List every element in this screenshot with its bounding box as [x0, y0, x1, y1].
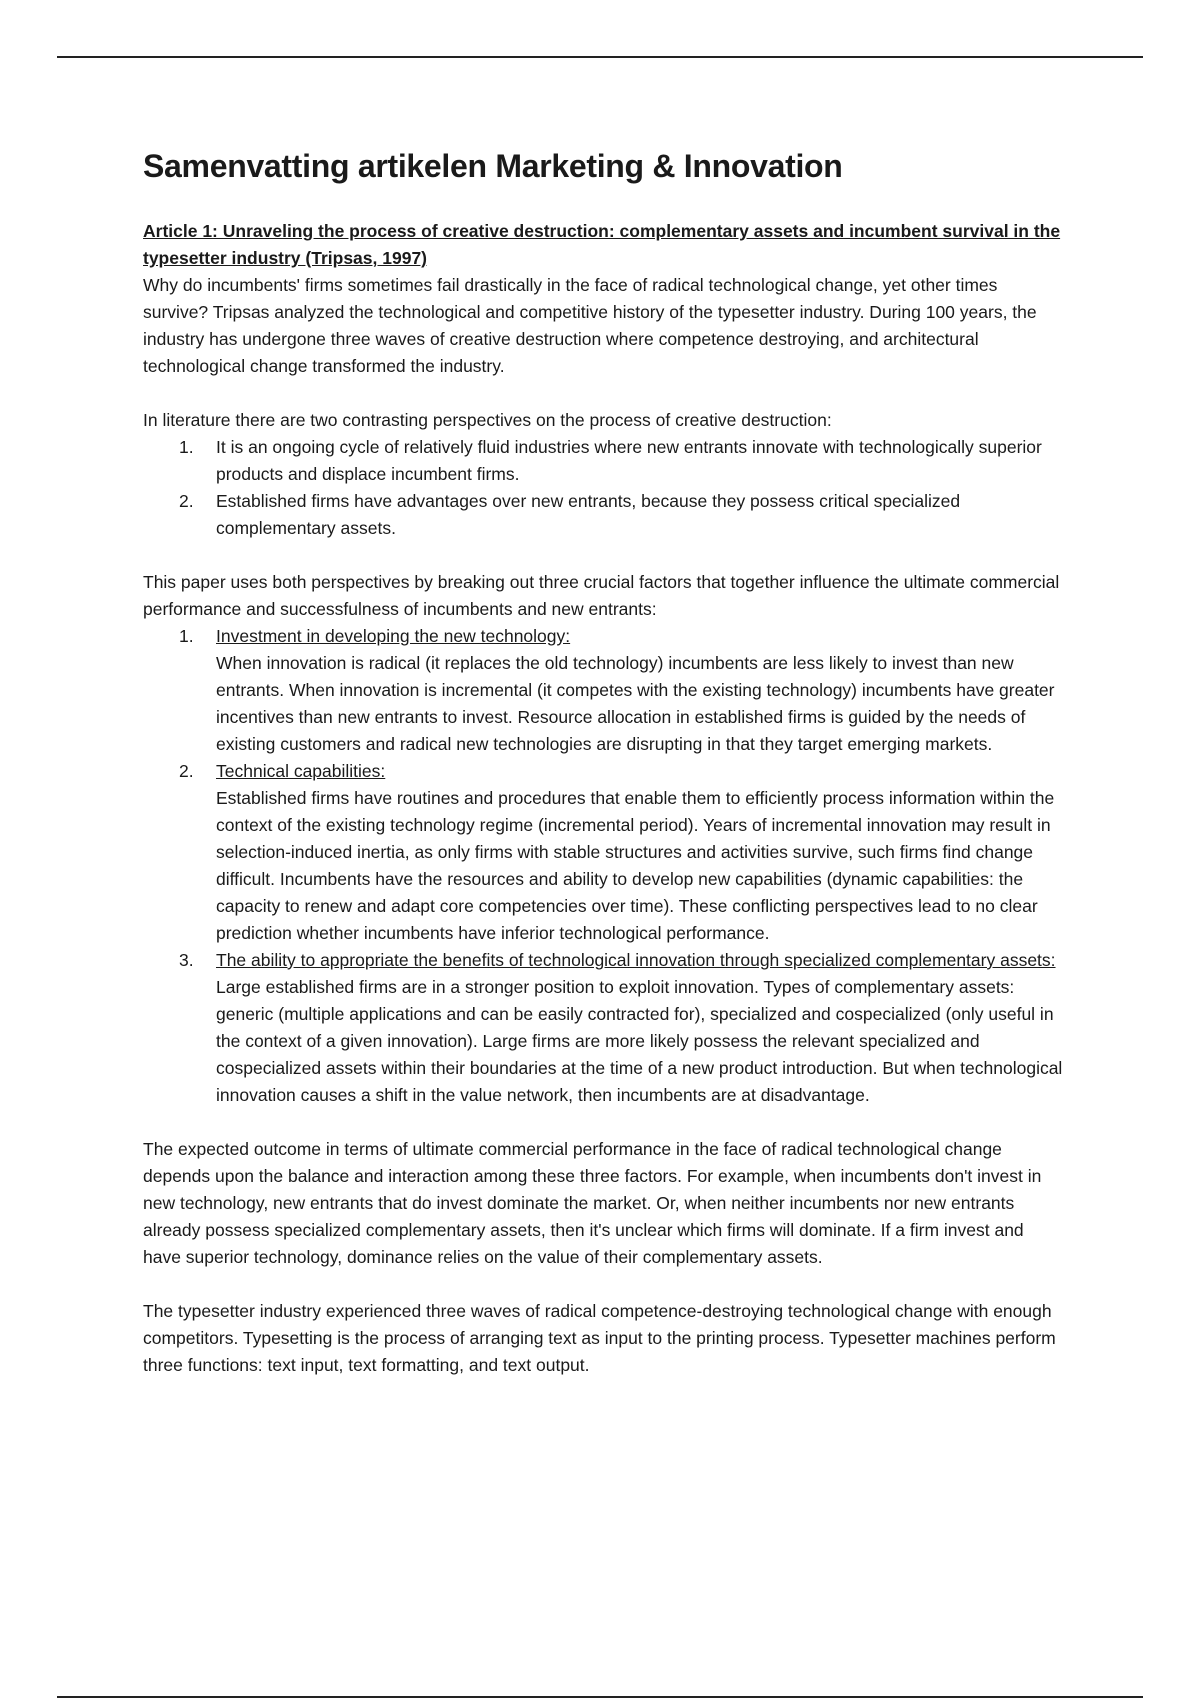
factors-list — [143, 623, 1063, 1109]
spacer — [143, 542, 1063, 569]
list-text: It is an ongoing cycle of relatively fluid industries where new entrants innovate with technologically superior products and displace incumbent firms. — [216, 437, 1042, 484]
perspectives-lead: In literature there are two contrasting perspectives on the process of creative destruction: — [143, 410, 832, 430]
list-item — [143, 947, 1063, 1109]
list-item — [143, 488, 1063, 542]
factor-text: Large established firms are in a stronger position to exploit innovation. Types of complementary assets: generic (multiple applications and can be easily contracted for), specialized and cospecialized (only useful in the context of a given innovation). Large firms are more likely possess the relevant specialized and cospecialized assets within their boundaries at the time of a new product introduction. But when technological innovation causes a shift in the value network, then incumbents are at disadvantage. — [216, 977, 1063, 1105]
factor-heading: Investment in developing the new technology: — [216, 626, 571, 646]
article-title: Article 1: Unraveling the process of creative destruction: complementary assets and incumbent survival in the typesetter industry (Tripsas, 1997) — [143, 221, 1061, 268]
top-rule — [57, 56, 1143, 58]
factor-text: When innovation is radical (it replaces the old technology) incumbents are less likely to invest than new entrants. When innovation is incremental (it competes with the existing technology) incumbents have greater incentives than new entrants to invest. Resource allocation in established firms is guided by the needs of existing customers and radical new technologies are disrupting in that they target emerging markets. — [216, 653, 1055, 754]
list-number: 2. — [179, 761, 194, 781]
list-number: 3. — [179, 950, 194, 970]
perspectives-list — [143, 434, 1063, 542]
factor-heading: The ability to appropriate the benefits of technological innovation through specialized complementary assets: — [216, 950, 1056, 970]
factor-heading: Technical capabilities: — [216, 761, 386, 781]
outcome-paragraph: The expected outcome in terms of ultimate commercial performance in the face of radical technological change depends upon the balance and interaction among these three factors. For example, when incumbents don't invest in new technology, new entrants that do invest dominate the market. Or, when neither incumbents nor new entrants already possess specialized complementary assets, then it's unclear which firms will dominate. If a firm invest and have superior technology, dominance relies on the value of their complementary assets. — [143, 1139, 1042, 1267]
spacer — [143, 1271, 1063, 1298]
bottom-rule — [57, 1696, 1143, 1698]
list-number: 2. — [179, 491, 194, 511]
list-item — [143, 434, 1063, 488]
spacer — [143, 380, 1063, 407]
list-item — [143, 758, 1063, 947]
list-number: 1. — [179, 437, 194, 457]
spacer — [143, 1109, 1063, 1136]
document-body — [143, 142, 1063, 1379]
document-title: Samenvatting artikelen Marketing & Innovation — [143, 148, 843, 184]
intro-paragraph: Why do incumbents' firms sometimes fail drastically in the face of radical technological change, yet other times survive? Tripsas analyzed the technological and competitive history of the typesetter industry. During 100 years, the industry has undergone three waves of creative destruction where competence destroying, and architectural technological change transformed the industry. — [143, 275, 1037, 376]
list-number: 1. — [179, 626, 194, 646]
list-item — [143, 623, 1063, 758]
typesetter-paragraph: The typesetter industry experienced three waves of radical competence-destroying technological change with enough competitors. Typesetting is the process of arranging text as input to the printing process. Typesetter machines perform three functions: text input, text formatting, and text output. — [143, 1301, 1056, 1375]
list-text: Established firms have advantages over new entrants, because they possess critical specialized complementary assets. — [216, 491, 961, 538]
factors-lead: This paper uses both perspectives by breaking out three crucial factors that together influence the ultimate commercial performance and successfulness of incumbents and new entrants: — [143, 572, 1060, 619]
factor-text: Established firms have routines and procedures that enable them to efficiently process information within the context of the existing technology regime (incremental period). Years of incremental innovation may result in selection-induced inertia, as only firms with stable structures and activities survive, such firms find change difficult. Incumbents have the resources and ability to develop new capabilities (dynamic capabilities: the capacity to renew and adapt core competencies over time). These conflicting perspectives lead to no clear prediction whether incumbents have inferior technological performance. — [216, 788, 1055, 943]
